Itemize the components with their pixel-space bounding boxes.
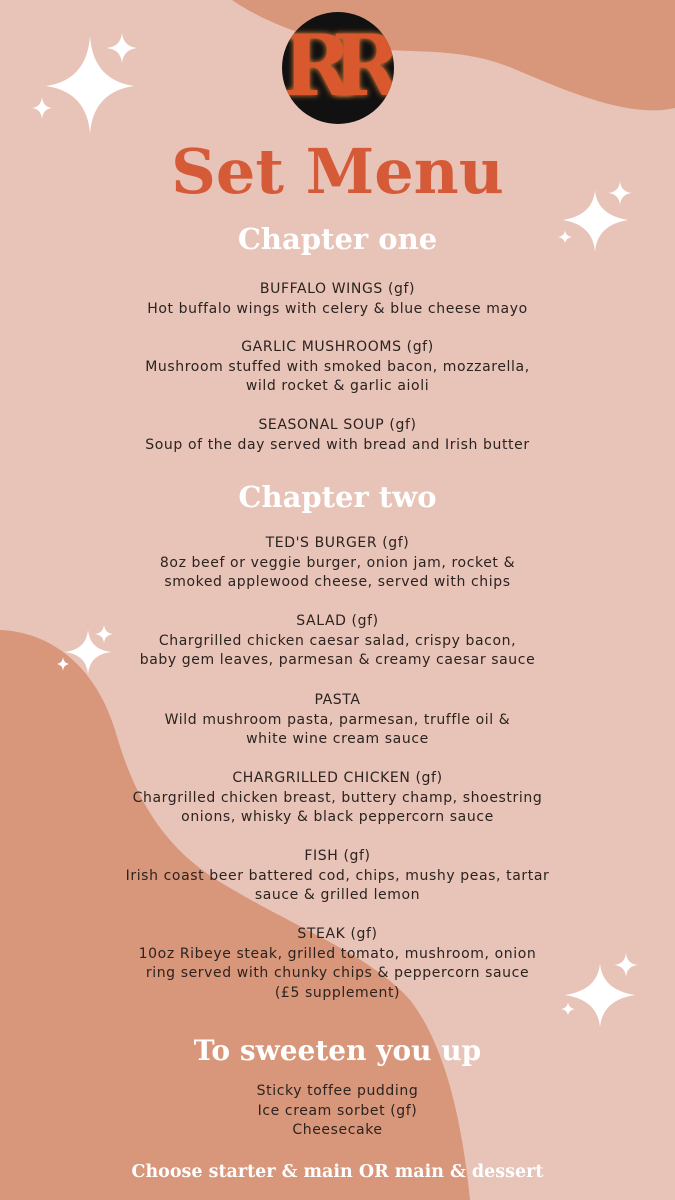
- menu-item-salad: [0, 612, 675, 671]
- restaurant-logo: [282, 12, 394, 124]
- menu-item-pasta: [0, 691, 675, 750]
- sparkle-icon: [106, 33, 138, 63]
- footer-note: Choose starter & main OR main & dessert: [131, 1162, 544, 1182]
- dessert-item: Sticky toffee pudding: [256, 1083, 419, 1099]
- menu-item-name: CHARGRILLED CHICKEN (gf): [232, 770, 443, 786]
- menu-item-desc: 10oz Ribeye steak, grilled tomato, mushroom, onion ring served with chunky chips & peppercorn sauce (£5 supplement): [138, 945, 537, 1001]
- menu-item-name: STEAK (gf): [297, 926, 378, 942]
- menu-item-name: GARLIC MUSHROOMS (gf): [241, 339, 434, 355]
- menu-item-desc: Irish coast beer battered cod, chips, mushy peas, tartar sauce & grilled lemon: [125, 867, 550, 903]
- menu-item-name: PASTA: [314, 692, 361, 708]
- menu-item-desc: Chargrilled chicken caesar salad, crispy bacon, baby gem leaves, parmesan & creamy caesar sauce: [139, 632, 536, 668]
- menu-item-desc: Hot buffalo wings with celery & blue cheese mayo: [147, 300, 528, 317]
- dessert-item: Cheesecake: [292, 1122, 383, 1138]
- menu-item-garlic-mushrooms: [0, 338, 675, 397]
- chapter-one-heading: Chapter one: [237, 222, 438, 256]
- menu-item-name: BUFFALO WINGS (gf): [259, 281, 416, 297]
- menu-item-desc: Mushroom stuffed with smoked bacon, mozzarella, wild rocket & garlic aioli: [145, 358, 530, 394]
- chapter-two-heading: Chapter two: [238, 480, 437, 514]
- menu-item-desc: 8oz beef or veggie burger, onion jam, rocket & smoked applewood cheese, served with chips: [159, 554, 516, 590]
- logo-letters: RR: [282, 16, 382, 115]
- dessert-item: Ice cream sorbet (gf): [257, 1102, 418, 1119]
- menu-item-name: FISH (gf): [304, 848, 371, 864]
- menu-item-desc: Chargrilled chicken breast, buttery champ, shoestring onions, whisky & black peppercorn sauce: [132, 789, 543, 825]
- menu-item-fish: [0, 847, 675, 906]
- menu-item-name: SEASONAL SOUP (gf): [258, 417, 417, 433]
- menu-item-chargrilled-chicken: [0, 769, 675, 828]
- page-title: Set Menu: [171, 135, 504, 208]
- menu-item-desc: Soup of the day served with bread and Irish butter: [145, 436, 530, 453]
- sparkle-icon: [561, 1002, 575, 1016]
- menu-item-buffalo-wings: [0, 280, 675, 319]
- dessert-list: [0, 1082, 675, 1141]
- menu-item-steak: [0, 925, 675, 1003]
- dessert-heading: To sweeten you up: [193, 1034, 482, 1067]
- menu-item-seasonal-soup: [0, 416, 675, 455]
- menu-item-name: TED'S BURGER (gf): [265, 535, 410, 551]
- menu-item-desc: Wild mushroom pasta, parmesan, truffle oil & white wine cream sauce: [164, 711, 511, 747]
- sparkle-icon: [32, 97, 52, 119]
- menu-item-name: SALAD (gf): [296, 613, 379, 629]
- menu-item-teds-burger: [0, 534, 675, 593]
